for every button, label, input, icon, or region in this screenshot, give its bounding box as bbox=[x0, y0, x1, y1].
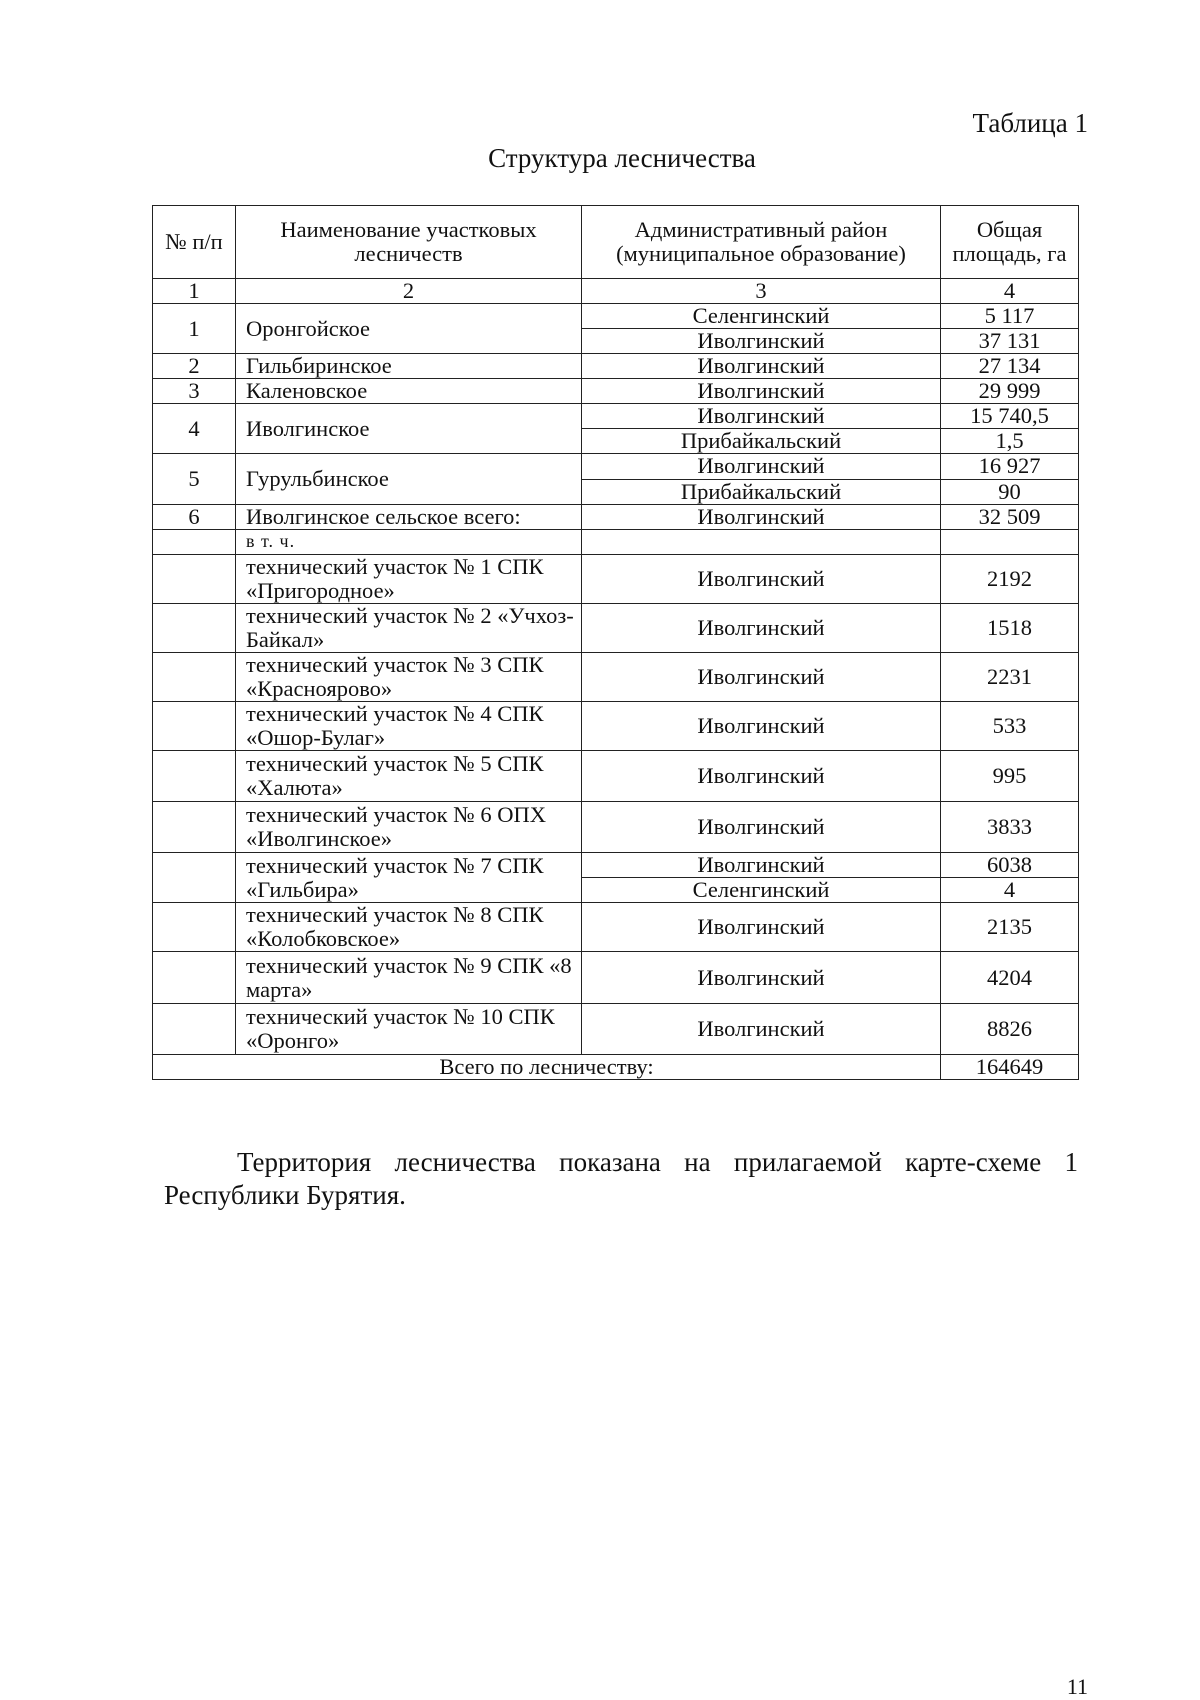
row-name: Оронгойское bbox=[236, 304, 582, 354]
table-title: Структура лесничества bbox=[488, 143, 756, 173]
row-name: технический участок № 8 СПК «Колобковское» bbox=[236, 903, 582, 952]
row-name: технический участок № 3 СПК «Красноярово» bbox=[236, 652, 582, 701]
column-header-number: № п/п bbox=[153, 206, 236, 279]
column-index: 1 bbox=[153, 279, 236, 304]
row-area: 90 bbox=[941, 479, 1079, 504]
total-label: Всего по лесничеству: bbox=[153, 1055, 941, 1080]
empty-cell bbox=[153, 1004, 236, 1055]
row-district: Иволгинский bbox=[582, 853, 941, 878]
column-index: 3 bbox=[582, 279, 941, 304]
empty-cell bbox=[941, 529, 1079, 554]
row-number: 2 bbox=[153, 354, 236, 379]
row-name: Иволгинское сельское всего: bbox=[236, 504, 582, 529]
table-row bbox=[153, 379, 1079, 404]
table-row bbox=[153, 702, 1079, 751]
row-number: 5 bbox=[153, 454, 236, 504]
row-area: 15 740,5 bbox=[941, 404, 1079, 429]
row-number: 3 bbox=[153, 379, 236, 404]
row-district: Иволгинский bbox=[582, 504, 941, 529]
row-name: Гурульбинское bbox=[236, 454, 582, 504]
empty-cell bbox=[153, 529, 236, 554]
row-district: Селенгинский bbox=[582, 878, 941, 903]
row-district: Иволгинский bbox=[582, 751, 941, 802]
row-name: технический участок № 10 СПК «Оронго» bbox=[236, 1004, 582, 1055]
row-area: 5 117 bbox=[941, 304, 1079, 329]
table-row bbox=[153, 454, 1079, 479]
table-row bbox=[153, 952, 1079, 1004]
table-row bbox=[153, 1004, 1079, 1055]
row-district: Прибайкальский bbox=[582, 429, 941, 454]
row-district: Иволгинский bbox=[582, 652, 941, 701]
empty-cell bbox=[153, 802, 236, 853]
column-index-row bbox=[153, 279, 1079, 304]
empty-cell bbox=[153, 952, 236, 1004]
row-name: технический участок № 7 СПК «Гильбира» bbox=[236, 853, 582, 903]
table-row bbox=[153, 603, 1079, 652]
empty-cell bbox=[153, 751, 236, 802]
row-district: Прибайкальский bbox=[582, 479, 941, 504]
empty-cell bbox=[153, 652, 236, 701]
row-area: 2192 bbox=[941, 554, 1079, 603]
empty-cell bbox=[153, 702, 236, 751]
total-area: 164649 bbox=[941, 1055, 1079, 1080]
row-district: Иволгинский bbox=[582, 702, 941, 751]
row-area: 1518 bbox=[941, 603, 1079, 652]
table-label: Таблица 1 bbox=[972, 108, 1088, 138]
including-label: в т. ч. bbox=[236, 529, 582, 554]
table-row bbox=[153, 652, 1079, 701]
row-name: Каленовское bbox=[236, 379, 582, 404]
row-area: 27 134 bbox=[941, 354, 1079, 379]
row-name: технический участок № 9 СПК «8 марта» bbox=[236, 952, 582, 1004]
row-district: Иволгинский bbox=[582, 454, 941, 479]
row-district: Селенгинский bbox=[582, 304, 941, 329]
table-header-row bbox=[153, 206, 1079, 279]
row-district: Иволгинский bbox=[582, 404, 941, 429]
row-name: технический участок № 1 СПК «Пригородное» bbox=[236, 554, 582, 603]
row-area: 2135 bbox=[941, 903, 1079, 952]
row-area: 8826 bbox=[941, 1004, 1079, 1055]
row-district: Иволгинский bbox=[582, 1004, 941, 1055]
empty-cell bbox=[153, 603, 236, 652]
table-row bbox=[153, 554, 1079, 603]
page-number: 11 bbox=[1066, 1674, 1088, 1699]
row-district: Иволгинский bbox=[582, 329, 941, 354]
row-name: технический участок № 6 ОПХ «Иволгинское» bbox=[236, 802, 582, 853]
row-area: 6038 bbox=[941, 853, 1079, 878]
row-area: 533 bbox=[941, 702, 1079, 751]
column-header-district: Административный район (муниципальное образование) bbox=[582, 206, 941, 279]
row-district: Иволгинский bbox=[582, 903, 941, 952]
row-district: Иволгинский bbox=[582, 554, 941, 603]
row-area: 4204 bbox=[941, 952, 1079, 1004]
row-name: Гильбиринское bbox=[236, 354, 582, 379]
row-district: Иволгинский bbox=[582, 952, 941, 1004]
total-row bbox=[153, 1055, 1079, 1080]
table-row bbox=[153, 853, 1079, 878]
table-row bbox=[153, 354, 1079, 379]
table-row bbox=[153, 802, 1079, 853]
table-row bbox=[153, 504, 1079, 529]
column-index: 4 bbox=[941, 279, 1079, 304]
empty-cell bbox=[153, 853, 236, 903]
row-district: Иволгинский bbox=[582, 354, 941, 379]
table-row bbox=[153, 529, 1079, 554]
row-name: технический участок № 5 СПК «Халюта» bbox=[236, 751, 582, 802]
row-name: Иволгинское bbox=[236, 404, 582, 454]
empty-cell bbox=[582, 529, 941, 554]
row-number: 6 bbox=[153, 504, 236, 529]
empty-cell bbox=[153, 554, 236, 603]
row-name: технический участок № 4 СПК «Ошор-Булаг» bbox=[236, 702, 582, 751]
row-area: 32 509 bbox=[941, 504, 1079, 529]
row-district: Иволгинский bbox=[582, 603, 941, 652]
column-header-name: Наименование участковых лесничеств bbox=[236, 206, 582, 279]
table-row bbox=[153, 404, 1079, 429]
row-name: технический участок № 2 «Учхоз-Байкал» bbox=[236, 603, 582, 652]
row-area: 2231 bbox=[941, 652, 1079, 701]
table-row bbox=[153, 304, 1079, 329]
table-row bbox=[153, 903, 1079, 952]
empty-cell bbox=[153, 903, 236, 952]
row-district: Иволгинский bbox=[582, 802, 941, 853]
row-area: 995 bbox=[941, 751, 1079, 802]
row-area: 16 927 bbox=[941, 454, 1079, 479]
forestry-structure-table bbox=[152, 205, 1079, 1080]
row-area: 3833 bbox=[941, 802, 1079, 853]
row-area: 37 131 bbox=[941, 329, 1079, 354]
row-area: 4 bbox=[941, 878, 1079, 903]
body-paragraph: Территория лесничества показана на прилагаемой карте-схеме 1 Республики Бурятия. bbox=[164, 1147, 1078, 1211]
row-area: 29 999 bbox=[941, 379, 1079, 404]
row-district: Иволгинский bbox=[582, 379, 941, 404]
column-index: 2 bbox=[236, 279, 582, 304]
column-header-area: Общая площадь, га bbox=[941, 206, 1079, 279]
row-number: 1 bbox=[153, 304, 236, 354]
row-area: 1,5 bbox=[941, 429, 1079, 454]
row-number: 4 bbox=[153, 404, 236, 454]
table-row bbox=[153, 751, 1079, 802]
